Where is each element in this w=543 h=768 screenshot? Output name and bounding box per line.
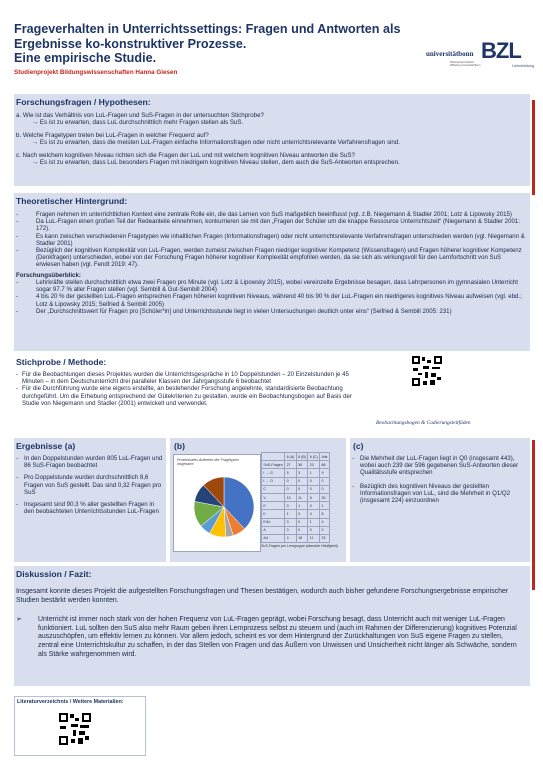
table-cell: 0 xyxy=(320,485,330,493)
results-c-item: - Bezüglich des kognitiven Niveaus der gestellten Informationsfragen von LuL, sind die Mehrheit in Q1/Q2 (insgesamt 224) einzuordnen xyxy=(350,483,526,505)
table-cell: I → O xyxy=(262,477,285,485)
results-c-list xyxy=(350,455,526,504)
table-cell: 0 xyxy=(285,526,297,534)
results-a-panel xyxy=(14,438,166,562)
theory-item: - Fragen nehmen im unterrichtlichen Kontext eine zentrale Rolle ein, die das Lernen von SuS maßgeblich beeinflusst (vgl. z.B. Niegemann & Stadler 2001; Lotz & Lipowsky 2015) xyxy=(14,211,526,218)
table-cell: 23 xyxy=(308,461,320,469)
theory-item: - Bezüglich der kognitiven Komplexität von LuL-Fragen, werden zumeist zwischen Fragen niedriger kognitiver Kompetenz (Wissensfragen) und Fragen höherer kognitiver Kompetenz (Denkfragen) unterschieden, wobei von der Forschung Fragen höherer kognitiver Komplexität empfohlen werden, da sie sich als wirkungsvoll für den Lernfortschritt von SuS erwiesen haben (vgl. Fendt 2019: 47). xyxy=(14,247,526,269)
results-a-list xyxy=(14,455,164,515)
table-cell: 0 xyxy=(296,485,308,493)
research-question-b: b. Welche Fragetypen treten bei LuL-Fragen in welcher Frequenz auf? xyxy=(16,131,209,139)
logo-university-text: universitätbonn xyxy=(426,50,474,58)
table-cell: 0 xyxy=(285,502,297,510)
discussion-intro: Insgesamt konnte dieses Projekt die aufgestellten Forschungsfragen und Thesen bestätigen, wodurch auch bisher gefundene Forschungsergebnisse empirischer Studien bestärkt werden konnten. xyxy=(16,588,509,604)
table-cell: 13 xyxy=(285,493,297,501)
research-question-a: a. Wie ist das Verhältnis von LuL-Fragen und SuS-Fragen in der untersuchten Stichprobe? xyxy=(16,112,264,119)
table-cell: 86 xyxy=(320,461,330,469)
results-b-panel xyxy=(170,438,346,562)
research-hypothesis-a: → Es ist zu erwarten, dass LuL durchschnittlich mehr Fragen stellen als SuS. xyxy=(32,119,244,127)
research-heading: Forschungsfragen / Hypothesen: xyxy=(16,97,151,107)
table-cell: 1 xyxy=(296,502,308,510)
table-cell xyxy=(262,453,285,461)
table-row xyxy=(262,510,330,518)
table-cell: 0 xyxy=(308,502,320,510)
table-row xyxy=(262,469,330,477)
table-cell: Ad xyxy=(262,534,285,542)
table-cell: 18 xyxy=(296,534,308,542)
discussion-panel xyxy=(14,566,530,686)
method-heading: Stichprobe / Methode: xyxy=(16,357,107,367)
table-row xyxy=(262,485,330,493)
table-row xyxy=(262,477,330,485)
overview-heading: Forschungsüberblick: xyxy=(16,271,81,279)
discussion-point xyxy=(16,616,524,660)
table-cell: 11 xyxy=(308,534,320,542)
table-cell: I → G xyxy=(262,469,285,477)
table-cell: 0 xyxy=(320,477,330,485)
table-cell: A xyxy=(262,526,285,534)
table-cell: 3 xyxy=(296,469,308,477)
table-cell: 1 xyxy=(308,518,320,526)
poster-title-line-2: Ergebnisse ko-konstruktiver Prozesse. xyxy=(14,36,247,51)
research-content xyxy=(16,112,526,166)
pie-chart-card xyxy=(173,454,261,552)
method-qr-code[interactable] xyxy=(412,356,442,386)
research-hypothesis-b: → Es ist zu erwarten, dass die meisten LuL-Fragen einfache Informationsfragen oder nicht unterrichtsrelevante Verfahrensfragen sind. xyxy=(32,139,401,147)
logo-faculty-text: Rheinische Friedrich-Wilhelms-Universität Bonn xyxy=(450,61,481,67)
overview-list xyxy=(14,279,526,315)
method-list xyxy=(14,371,360,407)
table-cell: 3 xyxy=(285,518,297,526)
table-cell: 0 xyxy=(285,485,297,493)
table-row xyxy=(262,461,330,469)
results-c-item: - Die Mehrheit der LuL-Fragen liegt in Q0 (insgesamt 443), wobei auch 239 der 596 gegebenen SuS-Antworten dieser Qualitätsstufe entsprechen xyxy=(350,455,526,477)
table-cell: 6 (C) xyxy=(308,453,320,461)
literature-heading: Literaturverzeichnis / Weitere Materialien: xyxy=(17,699,124,705)
table-cell: 0 xyxy=(296,526,308,534)
table-cell: E xyxy=(262,502,285,510)
table-cell: 9 xyxy=(320,469,330,477)
university-logo xyxy=(424,38,532,72)
accent-bar-2 xyxy=(532,440,535,590)
table-cell: 6 (A) xyxy=(285,453,297,461)
table-cell: 6 (B) xyxy=(296,453,308,461)
table-cell: Erkl. xyxy=(262,518,285,526)
overview-item: - Der „Durchschnittswert für Fragen pro [Schüler*in] und Unterrichtsstunde liegt in vielen Untersuchungen deutlich unter eins“ (Seifried & Sembill 2005: 231) xyxy=(14,308,526,315)
theory-list xyxy=(14,211,526,269)
table-cell: 0 xyxy=(308,485,320,493)
table-cell: C xyxy=(262,485,285,493)
poster-title-block xyxy=(14,22,404,76)
accent-bar-1 xyxy=(532,100,535,195)
table-cell: 6 xyxy=(308,493,320,501)
poster-subtitle: Studienprojekt Bildungswissenschaften Hanna Giesen xyxy=(14,68,178,76)
research-question-c: c. Nach welchem kognitiven Niveau richten sich die Fragen der LuL und mit welchem kognitiven Niveau antworten die SuS? xyxy=(16,151,355,159)
table-cell: 0 xyxy=(285,477,297,485)
results-a-heading: Ergebnisse (a) xyxy=(16,441,76,451)
table-cell: 0 xyxy=(308,526,320,534)
results-a-item: - Pro Doppelstunde wurden durchschnittlich 8,6 Fragen von SuS gestellt. Das sind 0,32 Fragen pro SuS xyxy=(14,474,164,496)
pie-chart xyxy=(174,469,260,549)
method-qr-caption: Beobachtungsbogen & Codierungsleitfäden xyxy=(376,420,471,426)
method-panel xyxy=(14,354,530,434)
poster-title-line-3: Eine empirische Studie. xyxy=(14,51,157,65)
overview-item: - Lehrkräfte stellen durchschnittlich etwa zwei Fragen pro Minute (vgl. Lotz & Lipowsky 2015), wobei vereinzelte Ergebnisse besagen, dass Lehrpersonen im gymnasialen Unterricht sogar 97.7 % aller Fragen stellen (vgl. Sembill & Gut-Sembill 2004) xyxy=(14,279,526,293)
results-c-panel xyxy=(350,438,530,562)
table-cell: 0 xyxy=(296,477,308,485)
method-item: - Für die Beobachtungen dieses Projektes wurden die Unterrichtsgespräche in 10 Doppelstunden – 20 Einzelstunden je 45 Minuten – in dem Deutschunterricht drei paralleler Klassen der Jahrgangsstufe 6 beobachtet xyxy=(14,371,360,385)
table-cell: V xyxy=(262,493,285,501)
discussion-point-text: Unterricht ist immer noch stark von der hohen Frequenz von LuL-Fragen geprägt, wobei Forschung besagt, dass Unterricht auch mit weniger LuL-Fragen funktioniert. LuL sollten den SuS also mehr Raum geben ihren Lernprozess selbst zu steuern und (auch im Rahmen der Differenzierung) kognitives Potenzial auszuschöpfen, um effektiv lernen zu können. Vor allem jedoch, scheint es vor dem Hintergrund der Zurückhaltungen von SuS eigene Fragen zu stellen, zentral eine Unterrichtskultur zu schaffen, in der das Stellen von Fragen und das Äußern von Unwissen und Unsicherheit nicht länger als Schwäche, sondern als Stärke wahrgenommen wird. xyxy=(38,616,517,658)
table-cell: 0 xyxy=(308,477,320,485)
table-row xyxy=(262,526,330,534)
table-cell: 5 xyxy=(285,469,297,477)
literature-qr-code[interactable] xyxy=(59,713,91,745)
theory-heading: Theoretischer Hintergrund: xyxy=(16,196,128,206)
theory-item: - Es kann zwischen verschiedenen Fragetypen wie inhaltlichen Fragen (Informationsfragen) oder nicht unterrichtsrelevante Verfahrensfragen unterschieden werden (vgl. Niegemann & Stadler 2001) xyxy=(14,233,526,247)
table-row xyxy=(262,502,330,510)
table-cell: 1 xyxy=(308,469,320,477)
table-row xyxy=(262,518,330,526)
table-cell: 1 xyxy=(320,502,330,510)
theory-content xyxy=(14,211,526,315)
results-c-heading: (c) xyxy=(353,441,364,451)
method-content xyxy=(14,371,360,407)
theory-item: - Da LuL-Fragen einen großen Teil der Redeanteile einnehmen, konkurrieren sie mit den „Fragen der Schüler um die knappe Ressource Unterrichtszeit“ (Niegemann & Stadler 2001: 172). xyxy=(14,218,526,232)
table-row xyxy=(262,534,330,542)
theory-panel xyxy=(14,193,530,351)
overview-item: - 4 bis 20 % der gestellten LuL-Fragen entsprechen Fragen höheren kognitiven Niveaus, während 40 bis 90 % der LuL-Fragen ein niedrigeres kognitives Niveau aufweisen (vgl. ebd.; Lotz & Lipowsky 2015; Seifried & Sembill 2005) xyxy=(14,293,526,307)
logo-bzl-text: BZL xyxy=(481,38,521,63)
poster-title-line-1: Frageverhalten in Unterrichtssettings: Fragen und Antworten als xyxy=(14,22,401,36)
results-a-item: - In den Doppelstunden wurden 805 LuL-Fragen und 86 SuS-Fragen beobachtet xyxy=(14,455,164,469)
logo-bzl-subtext: Lehrerbildung xyxy=(512,64,534,68)
table-caption: SuS-Fragen pro Lerngruppe (absolute Häufigkeit) xyxy=(261,544,338,549)
sus-questions-table xyxy=(261,452,330,543)
method-item: - Für die Durchführung wurde eine eigens erstellte, an bestehender Forschung angelehnte, standardisierte Beobachtung durchgeführt. Um die Erhebung entsprechend der Gütekriterien zu gestalten, wurde ein Beobachtungsbogen auf Basis der Studie von Niegemann und Stadler (2001) entwickelt und verwendet. xyxy=(14,385,360,407)
table-cell: K xyxy=(262,510,285,518)
results-a-content xyxy=(14,455,164,515)
literature-panel xyxy=(14,696,146,756)
table-row xyxy=(262,493,330,501)
arrow-bullet-icon: ➢ xyxy=(16,616,22,623)
table-cell: 11 xyxy=(296,493,308,501)
table-cell: 36 xyxy=(296,461,308,469)
table-cell: SuS-Fragen xyxy=(262,461,285,469)
table-cell: 1 xyxy=(285,510,297,518)
results-b-heading: (b) xyxy=(174,441,185,451)
research-hypothesis-c: → Es ist zu erwarten, dass LuL besonders Fragen mit niedrigem kognitiven Niveau stellen, dem auch die SuS-Antworten entsprechen. xyxy=(32,159,400,167)
table-cell: 4 xyxy=(320,518,330,526)
research-questions-panel xyxy=(14,94,530,186)
table-cell: 33 xyxy=(320,534,330,542)
table-cell: 0 xyxy=(320,526,330,534)
table-cell: 4 xyxy=(285,534,297,542)
results-c-content xyxy=(350,455,526,504)
table-cell: 4 xyxy=(308,510,320,518)
table-header-row xyxy=(262,453,330,461)
table-cell: 0 xyxy=(296,518,308,526)
table-cell: 3 xyxy=(296,510,308,518)
table-cell: 27 xyxy=(285,461,297,469)
table-cell: 8 xyxy=(320,510,330,518)
sus-questions-table-wrap xyxy=(261,452,341,548)
results-a-item: - Insgesamt sind 90.3 % aller gestellten Fragen in den beobachteten Unterrichtsstunden LuL-Fragen xyxy=(14,501,164,515)
table-cell: Alle xyxy=(320,453,330,461)
pie-chart-title: Prozentuales Auftreten der Fragetypen insgesamt xyxy=(177,458,239,466)
table-cell: 30 xyxy=(320,493,330,501)
discussion-heading: Diskussion / Fazit: xyxy=(16,569,92,579)
